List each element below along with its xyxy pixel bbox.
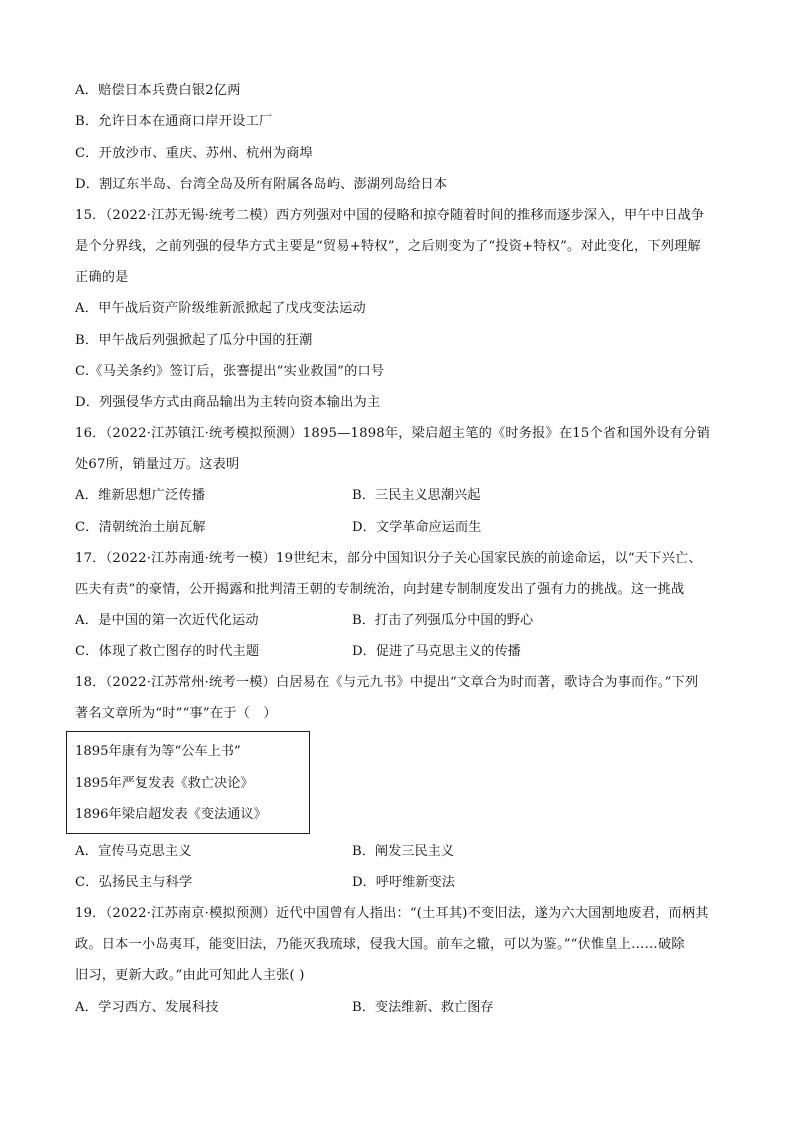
q19-stem-line-3: 旧习，更新大政。”由此可知此人主张( ) — [75, 968, 305, 983]
q14-option-b: B．允许日本在通商口岸开设工厂 — [75, 114, 273, 129]
q18-box-line-1: 1895年康有为等“公车上书” — [75, 744, 241, 759]
q16-option-d: D．文学革命应运而生 — [352, 520, 482, 535]
q18-box-line-2: 1895年严复发表《救亡决论》 — [75, 776, 254, 791]
q18-material-box — [66, 731, 310, 834]
q17-option-d: D．促进了马克思主义的传播 — [352, 644, 521, 659]
q15-stem-line-2: 是个分界线，之前列强的侵华方式主要是“贸易+特权”，之后则变为了“投资+特权”。对此变化，下列理解 — [75, 239, 701, 254]
q16-stem-line-1: 16．（2022·江苏镇江·统考模拟预测）1895—1898年，梁启超主笔的《时务报》在15个省和国外设有分销 — [75, 426, 710, 441]
q17-stem-line-1: 17．（2022·江苏南通·统考一模）19世纪末，部分中国知识分子关心国家民族的前途命运，以“天下兴亡、 — [75, 551, 702, 566]
q16-option-a: A．维新思想广泛传播 — [75, 488, 206, 503]
q15-option-d: D．列强侵华方式由商品输出为主转向资本输出为主 — [75, 395, 381, 410]
q19-option-b: B．变法维新、救亡图存 — [352, 1000, 494, 1015]
q18-option-b: B．阐发三民主义 — [352, 844, 455, 859]
q18-option-c: C．弘扬民主与科学 — [75, 875, 193, 890]
q17-option-a: A．是中国的第一次近代化运动 — [75, 613, 259, 628]
q18-option-a: A．宣传马克思主义 — [75, 844, 192, 859]
q15-option-b: B．甲午战后列强掀起了瓜分中国的狂潮 — [75, 333, 313, 348]
q19-stem-line-1: 19．（2022·江苏南京·模拟预测）近代中国曾有人指出：“(土耳其)不变旧法，遂为六大国割地废君，而柄其 — [75, 906, 709, 921]
q14-option-a: A．赔偿日本兵费白银2亿两 — [75, 83, 241, 98]
q15-stem-line-1: 15．（2022·江苏无锡·统考二模）西方列强对中国的侵略和掠夺随着时间的推移而逐步深入，甲午中日战争 — [75, 208, 705, 223]
q18-box-line-3: 1896年梁启超发表《变法通议》 — [75, 807, 267, 822]
q14-option-d: D．割辽东半岛、台湾全岛及所有附属各岛屿、澎湖列岛给日本 — [75, 177, 448, 192]
q19-option-a: A．学习西方、发展科技 — [75, 1000, 219, 1015]
q14-option-c: C．开放沙市、重庆、苏州、杭州为商埠 — [75, 146, 313, 161]
q15-option-c: C.《马关条约》签订后，张謇提出“实业救国”的口号 — [75, 364, 385, 379]
q19-stem-line-2: 政。日本一小岛夷耳，能变旧法，乃能灭我琉球，侵我大国。前车之辙，可以为鉴。”“伏惟皇上……破除 — [75, 937, 685, 952]
q15-option-a: A．甲午战后资产阶级维新派掀起了戊戌变法运动 — [75, 301, 366, 316]
q16-option-b: B．三民主义思潮兴起 — [352, 488, 481, 503]
q17-stem-line-2: 匹夫有责”的豪情，公开揭露和批判清王朝的专制统治，向封建专制制度发出了强有力的挑战。这一挑战 — [75, 582, 685, 597]
q17-option-c: C．体现了救亡图存的时代主题 — [75, 644, 260, 659]
q18-stem-line-2: 著名文章所为“时”“事”在于（ ） — [75, 706, 277, 721]
q18-option-d: D．呼吁维新变法 — [352, 875, 455, 890]
q17-option-b: B．打击了列强瓜分中国的野心 — [352, 613, 534, 628]
q15-stem-line-3: 正确的是 — [75, 270, 129, 285]
q16-stem-line-2: 处67所，销量过万。这表明 — [75, 457, 240, 472]
q18-stem-line-1: 18．（2022·江苏常州·统考一模）白居易在《与元九书》中提出“文章合为时而著，歌诗合为事而作。”下列 — [75, 675, 699, 690]
q16-option-c: C．清朝统治土崩瓦解 — [75, 520, 206, 535]
